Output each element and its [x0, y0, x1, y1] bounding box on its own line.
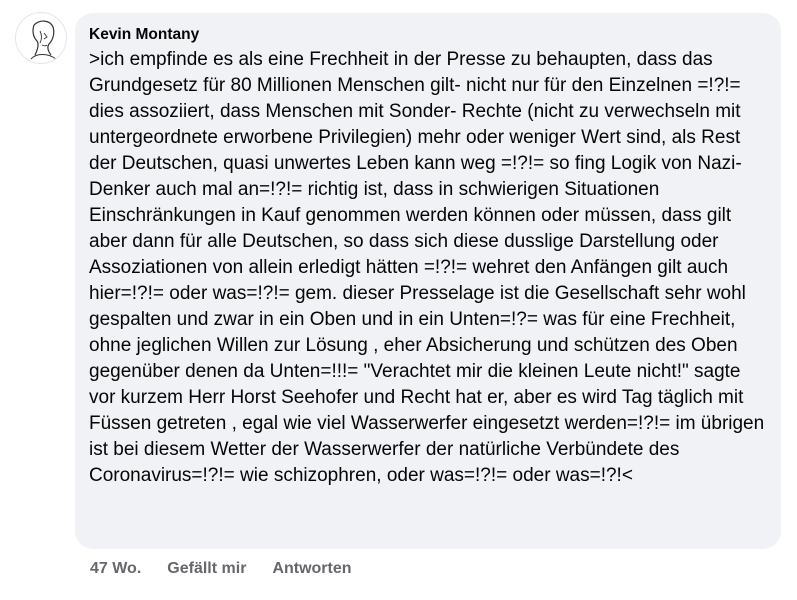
comment-timestamp[interactable]: 47 Wo. [90, 560, 142, 577]
comment-actions [90, 558, 352, 580]
comment-author[interactable]: Kevin Montany [89, 26, 200, 43]
author-avatar[interactable] [15, 12, 67, 64]
comment-text: >ich empfinde es als eine Frechheit in der Presse zu behaupten, dass das Grundgesetz für 80 Millionen Menschen gilt- nicht nur für den Einzelnen =!?!= dies assoziiert, dass Menschen mit Sonder- Rechte (nicht zu verwechseln mit untergeordnete erworbene Privilegien) mehr oder weniger Wert sind, als Rest der Deutschen, quasi unwertes Leben kann weg =!?!= so fing Logik von Nazi-Denker auch mal an=!?!= richtig ist, dass in schwierigen Situationen Einschränkungen in Kauf genommen werden können oder müssen, dass gilt aber dann für alle Deutschen, so dass sich diese dusslige Darstellung oder Assoziationen von allein erledigt hätten =!?!= wehret den Anfängen gilt auch hier=!?!= oder was=!?!= gem. dieser Presselage ist die Gesellschaft sehr wohl gespalten und zwar in ein Oben und in ein Unten=!?= was für eine Frechheit, ohne jeglichen Willen zur Lösung , eher Absicherung und schützen des Oben gegenüber denen da Unten=!!!= "Verachtet mir die kleinen Leute nicht!" sagte vor kurzem Herr Horst Seehofer und Recht hat er, aber es wird Tag täglich mit Füssen getreten , egal wie viel Wasserwerfer eingesetzt werden=!?!= im übrigen ist bei diesem Wetter der Wasserwerfer der natürliche Verbündete des Coronavirus=!?!= wie schizophren, oder was=!?!= oder was=!?!< [89, 49, 765, 486]
like-button[interactable]: Gefällt mir [167, 560, 247, 577]
sketch-portrait-avatar-icon [16, 13, 67, 64]
comment-bubble [75, 13, 781, 549]
reply-button[interactable]: Antworten [272, 560, 352, 577]
